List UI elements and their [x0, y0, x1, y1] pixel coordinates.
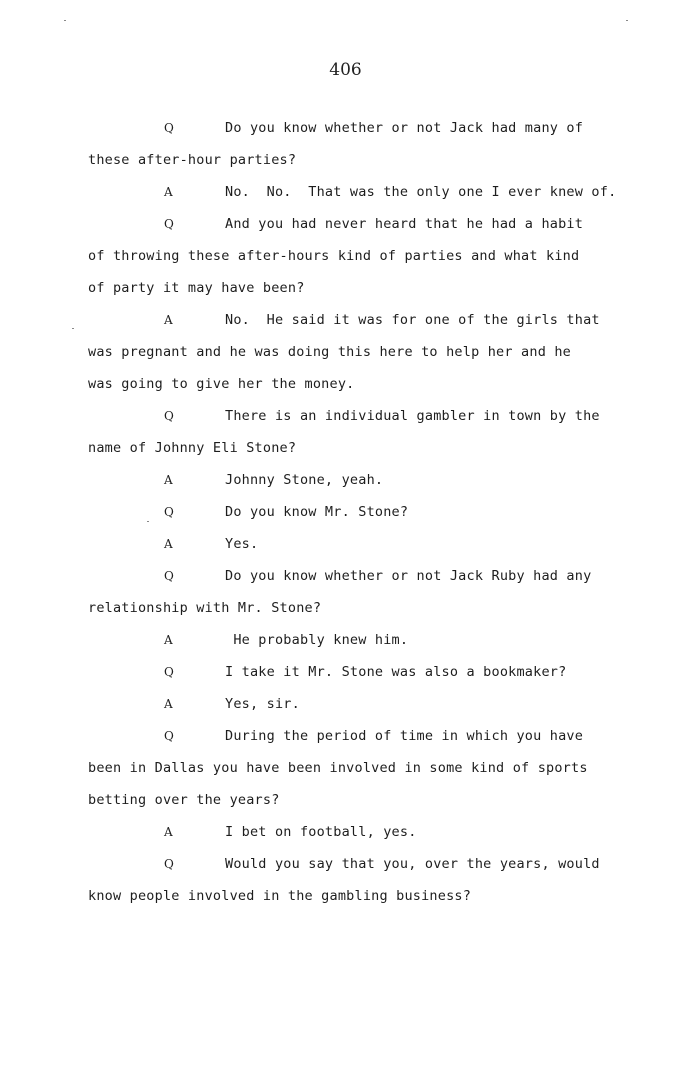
transcript-line: [88, 368, 648, 400]
question-marker: Q: [164, 409, 175, 423]
transcript-line: [88, 528, 648, 560]
answer-marker: A: [164, 825, 173, 839]
transcript-line: [88, 816, 648, 848]
line-text: I take it Mr. Stone was also a bookmaker?: [225, 664, 567, 680]
question-marker: Q: [164, 505, 175, 519]
transcript-line: [88, 144, 648, 176]
line-text: was pregnant and he was doing this here to help her and he: [88, 344, 572, 360]
line-text: been in Dallas you have been involved in some kind of sports: [88, 760, 588, 776]
answer-marker: A: [164, 313, 173, 327]
transcript-line: [88, 784, 648, 816]
answer-marker: A: [164, 473, 173, 487]
scan-speck: [64, 20, 66, 21]
answer-marker: A: [164, 633, 173, 647]
line-text: of party it may have been?: [88, 280, 305, 296]
transcript-line: [88, 688, 648, 720]
transcript-line: [88, 592, 648, 624]
transcript-line: [88, 656, 648, 688]
question-marker: Q: [164, 569, 175, 583]
line-text: Johnny Stone, yeah.: [225, 472, 384, 488]
transcript-line: [88, 880, 648, 912]
line-text: know people involved in the gambling business?: [88, 888, 472, 904]
question-marker: Q: [164, 121, 175, 135]
line-text: Yes.: [225, 536, 259, 552]
line-text: Yes, sir.: [225, 696, 300, 712]
transcript-line: [88, 752, 648, 784]
scan-speck: [626, 20, 628, 21]
line-text: No. He said it was for one of the girls that: [225, 312, 600, 328]
scan-speck: [147, 521, 149, 522]
transcript-line: [88, 304, 648, 336]
line-text: of throwing these after-hours kind of parties and what kind: [88, 248, 580, 264]
question-marker: Q: [164, 217, 175, 231]
transcript-body: [88, 112, 648, 912]
question-marker: Q: [164, 665, 175, 679]
transcript-line: [88, 560, 648, 592]
transcript-line: [88, 624, 648, 656]
page-number: 406: [329, 60, 362, 80]
line-text: I bet on football, yes.: [225, 824, 417, 840]
answer-marker: A: [164, 697, 173, 711]
line-text: He probably knew him.: [225, 632, 409, 648]
scan-speck: [72, 328, 74, 329]
transcript-line: [88, 208, 648, 240]
line-text: There is an individual gambler in town by the: [225, 408, 600, 424]
line-text: these after-hour parties?: [88, 152, 297, 168]
line-text: Do you know whether or not Jack had many of: [225, 120, 584, 136]
line-text: was going to give her the money.: [88, 376, 355, 392]
question-marker: Q: [164, 729, 175, 743]
line-text: betting over the years?: [88, 792, 280, 808]
transcript-line: [88, 112, 648, 144]
transcript-line: [88, 240, 648, 272]
transcript-line: [88, 432, 648, 464]
line-text: No. No. That was the only one I ever knew of.: [225, 184, 617, 200]
transcript-line: [88, 848, 648, 880]
line-text: Do you know whether or not Jack Ruby had any: [225, 568, 592, 584]
line-text: During the period of time in which you have: [225, 728, 584, 744]
transcript-line: [88, 400, 648, 432]
transcript-line: [88, 720, 648, 752]
line-text: And you had never heard that he had a habit: [225, 216, 584, 232]
line-text: name of Johnny Eli Stone?: [88, 440, 297, 456]
transcript-line: [88, 464, 648, 496]
answer-marker: A: [164, 537, 173, 551]
answer-marker: A: [164, 185, 173, 199]
line-text: Would you say that you, over the years, would: [225, 856, 600, 872]
transcript-line: [88, 336, 648, 368]
transcript-line: [88, 496, 648, 528]
line-text: relationship with Mr. Stone?: [88, 600, 322, 616]
line-text: Do you know Mr. Stone?: [225, 504, 409, 520]
transcript-line: [88, 272, 648, 304]
question-marker: Q: [164, 857, 175, 871]
transcript-line: [88, 176, 648, 208]
